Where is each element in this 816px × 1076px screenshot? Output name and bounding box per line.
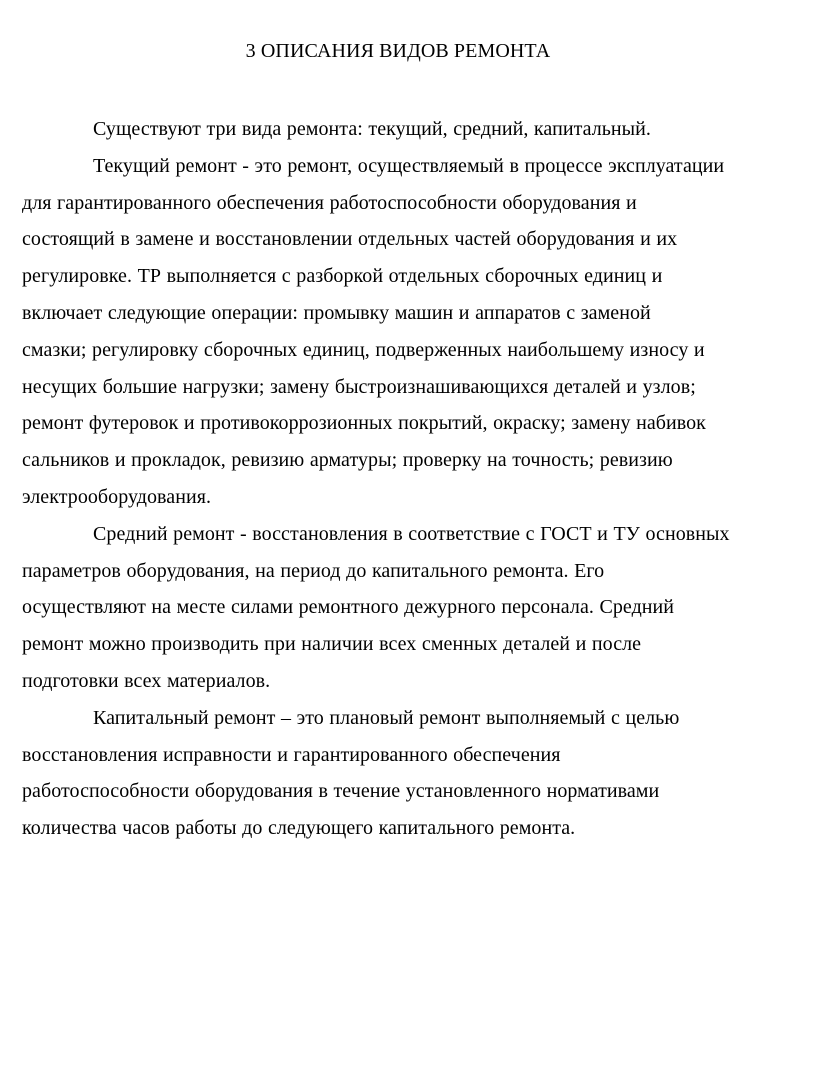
text-line: работоспособности оборудования в течение установленного нормативами bbox=[22, 780, 660, 803]
text-line: ремонт можно производить при наличии всех сменных деталей и после bbox=[22, 633, 642, 656]
text-line: ремонт футеровок и противокоррозионных покрытий, окраску; замену набивок bbox=[22, 412, 706, 435]
text-line: восстановления исправности и гарантированного обеспечения bbox=[22, 743, 561, 766]
text-line: несущих большие нагрузки; замену быстроизнашивающихся деталей и узлов; bbox=[22, 375, 696, 398]
paragraph-capital-repair bbox=[22, 700, 774, 847]
text-line: количества часов работы до следующего капитального ремонта. bbox=[22, 817, 576, 840]
text-line: Капитальный ремонт – это плановый ремонт выполняемый с целью bbox=[93, 706, 680, 729]
paragraph-medium-repair bbox=[22, 516, 774, 700]
text-line: состоящий в замене и восстановлении отдельных частей оборудования и их bbox=[22, 228, 678, 251]
text-line: регулировке. ТР выполняется с разборкой отдельных сборочных единиц и bbox=[22, 265, 663, 288]
paragraph-intro bbox=[22, 111, 774, 148]
text-line: Текущий ремонт - это ремонт, осуществляемый в процессе эксплуатации bbox=[93, 154, 725, 177]
text-line: осуществляют на месте силами ремонтного дежурного персонала. Средний bbox=[22, 596, 675, 619]
text-line: Существуют три вида ремонта: текущий, средний, капитальный. bbox=[93, 118, 651, 140]
section-title: 3 ОПИСАНИЯ ВИДОВ РЕМОНТА bbox=[245, 40, 551, 62]
document-body bbox=[22, 111, 774, 847]
text-line: электрооборудования. bbox=[22, 485, 212, 508]
text-line: включает следующие операции: промывку машин и аппаратов с заменой bbox=[22, 301, 651, 324]
text-line: подготовки всех материалов. bbox=[22, 669, 271, 692]
paragraph-current-repair bbox=[22, 148, 774, 516]
text-line: для гарантированного обеспечения работоспособности оборудования и bbox=[22, 191, 637, 214]
text-line: параметров оборудования, на период до капитального ремонта. Его bbox=[22, 559, 605, 582]
text-line: сальников и прокладок, ревизию арматуры; проверку на точность; ревизию bbox=[22, 449, 673, 472]
text-line: смазки; регулировку сборочных единиц, подверженных наибольшему износу и bbox=[22, 338, 705, 361]
text-line: Средний ремонт - восстановления в соответствие с ГОСТ и ТУ основных bbox=[93, 522, 730, 545]
